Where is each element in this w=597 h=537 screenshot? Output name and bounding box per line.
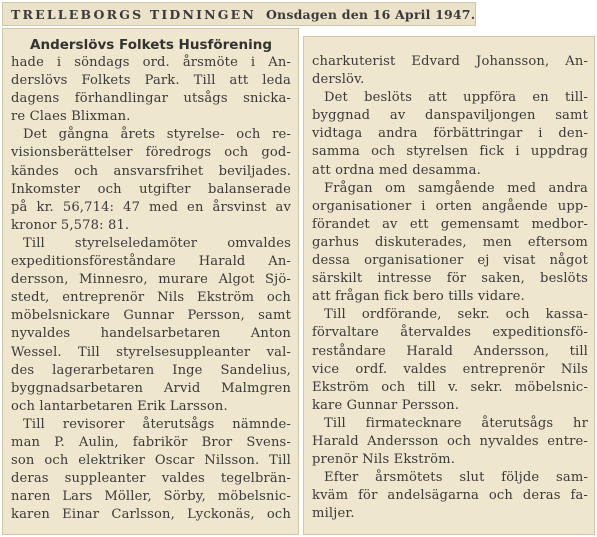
article-text-line: re Claes Blixman.: [11, 109, 131, 125]
article-text-line: visionsberättelser föredrogs och god-: [11, 145, 291, 161]
article-text-line: expeditionsföreståndare Harald An-: [11, 254, 291, 270]
article-text-line: kronor 5,578: 81.: [11, 217, 130, 233]
newspaper-name: TRELLEBORGS TIDNINGEN: [11, 6, 256, 22]
article-text-line: stedt, entreprenör Nils Ekström och: [11, 290, 291, 306]
article-text-line: Wessel. Till styrelsesuppleanter val-: [11, 344, 291, 360]
article-text-line: på kr. 56,714: 47 med en årsvinst av: [11, 199, 291, 215]
article-text-line: och lantarbetaren Erik Larsson.: [11, 398, 228, 414]
article-text-line: miljer.: [312, 506, 355, 522]
article-text-line: prenör Nils Ekström.: [312, 452, 456, 468]
article-text-line: hade i söndags ord. årsmöte i An-: [11, 55, 291, 70]
article-text-line: nyvaldes handelsarbetaren Anton: [11, 326, 291, 342]
article-body-right: [312, 53, 588, 523]
newspaper-masthead: [2, 2, 476, 26]
article-text-line: Till firmatecknare återutsågs hr: [324, 415, 588, 431]
article-text-line: dersson, Minnesro, murare Algot Sjö-: [11, 272, 291, 288]
article-text-line: förandet av ett gemensamt medbor-: [312, 216, 588, 232]
article-text-line: Frågan om samgående med andra: [324, 180, 588, 196]
article-text-line: särskilt intresse för saken, beslöts: [312, 271, 588, 287]
article-text-line: organisationer i orten angående upp-: [312, 198, 588, 214]
article-text-line: Till styrelseledamöter omvaldes: [23, 235, 291, 251]
article-text-line: Det beslöts att uppföra en till-: [324, 90, 588, 106]
article-text-line: man P. Aulin, fabrikör Bror Svens-: [11, 434, 291, 450]
article-text-line: Inkomster och utgifter balanserade: [11, 181, 291, 197]
publication-date: Onsdagen den 16 April 1947.: [265, 6, 476, 22]
article-text-line: naren Lars Möller, Sörby, möbelsnic-: [11, 489, 291, 505]
article-column-left: [2, 28, 299, 535]
article-text-line: dessa organisationer ej visat något: [312, 253, 588, 269]
article-text-line: derslöv.: [312, 72, 365, 88]
article-text-line: karen Einar Carlsson, Lyckonäs, och: [11, 507, 291, 523]
article-text-line: son och elektriker Oscar Nilsson. Till: [11, 453, 291, 469]
article-text-line: vidtaga andra förbättringar i den-: [312, 126, 588, 142]
article-text-line: des lagerarbetaren Inge Sandelius,: [11, 362, 291, 378]
article-text-line: kväm för andelsägarna och deras fa-: [312, 488, 588, 504]
article-text-line: att ordna med desamma.: [312, 162, 481, 178]
article-text-line: kare Gunnar Persson.: [312, 397, 460, 413]
article-text-line: Ekström och till v. sekr. möbelsnic-: [312, 379, 588, 395]
article-text-line: dagens förhandlingar utsågs snicka-: [11, 91, 291, 107]
article-column-right: [303, 36, 595, 535]
article-text-line: Till ordförande, sekr. och kassa-: [324, 307, 588, 323]
article-text-line: Harald Andersson och nyvaldes entre-: [312, 433, 588, 449]
article-headline: Anderslövs Folkets Husförening: [30, 37, 272, 53]
article-text-line: kändes och ansvarsfrihet beviljades.: [11, 163, 291, 179]
article-text-line: byggnad av danspaviljongen samt: [312, 108, 588, 124]
article-text-line: möbelsnickare Gunnar Persson, samt: [11, 308, 291, 324]
article-text-line: förvaltare återvaldes expeditionsfö-: [312, 325, 588, 341]
article-text-line: Efter årsmötets slut följde sam-: [324, 470, 588, 486]
article-text-line: garhus diskuterades, men eftersom: [312, 234, 588, 250]
article-text-line: Det gångna årets styrelse- och re-: [23, 127, 291, 143]
article-text-line: charkuterist Edvard Johansson, An-: [312, 54, 588, 69]
article-text-line: reståndare Harald Andersson, till: [312, 343, 588, 359]
article-text-line: vice ordf. valdes entreprenör Nils: [312, 361, 588, 377]
article-text-line: Till revisorer återutsågs nämnde-: [23, 416, 291, 432]
article-body-left: [11, 54, 291, 524]
article-text-line: samma och styrelsen fick i uppdrag: [312, 144, 588, 160]
article-text-line: att frågan fick bero tills vidare.: [312, 289, 525, 305]
article-text-line: derslövs Folkets Park. Till att leda: [11, 73, 291, 89]
article-text-line: byggnadsarbetaren Arvid Malmgren: [11, 380, 291, 396]
article-text-line: deras suppleanter valdes tegelbrän-: [11, 471, 291, 487]
